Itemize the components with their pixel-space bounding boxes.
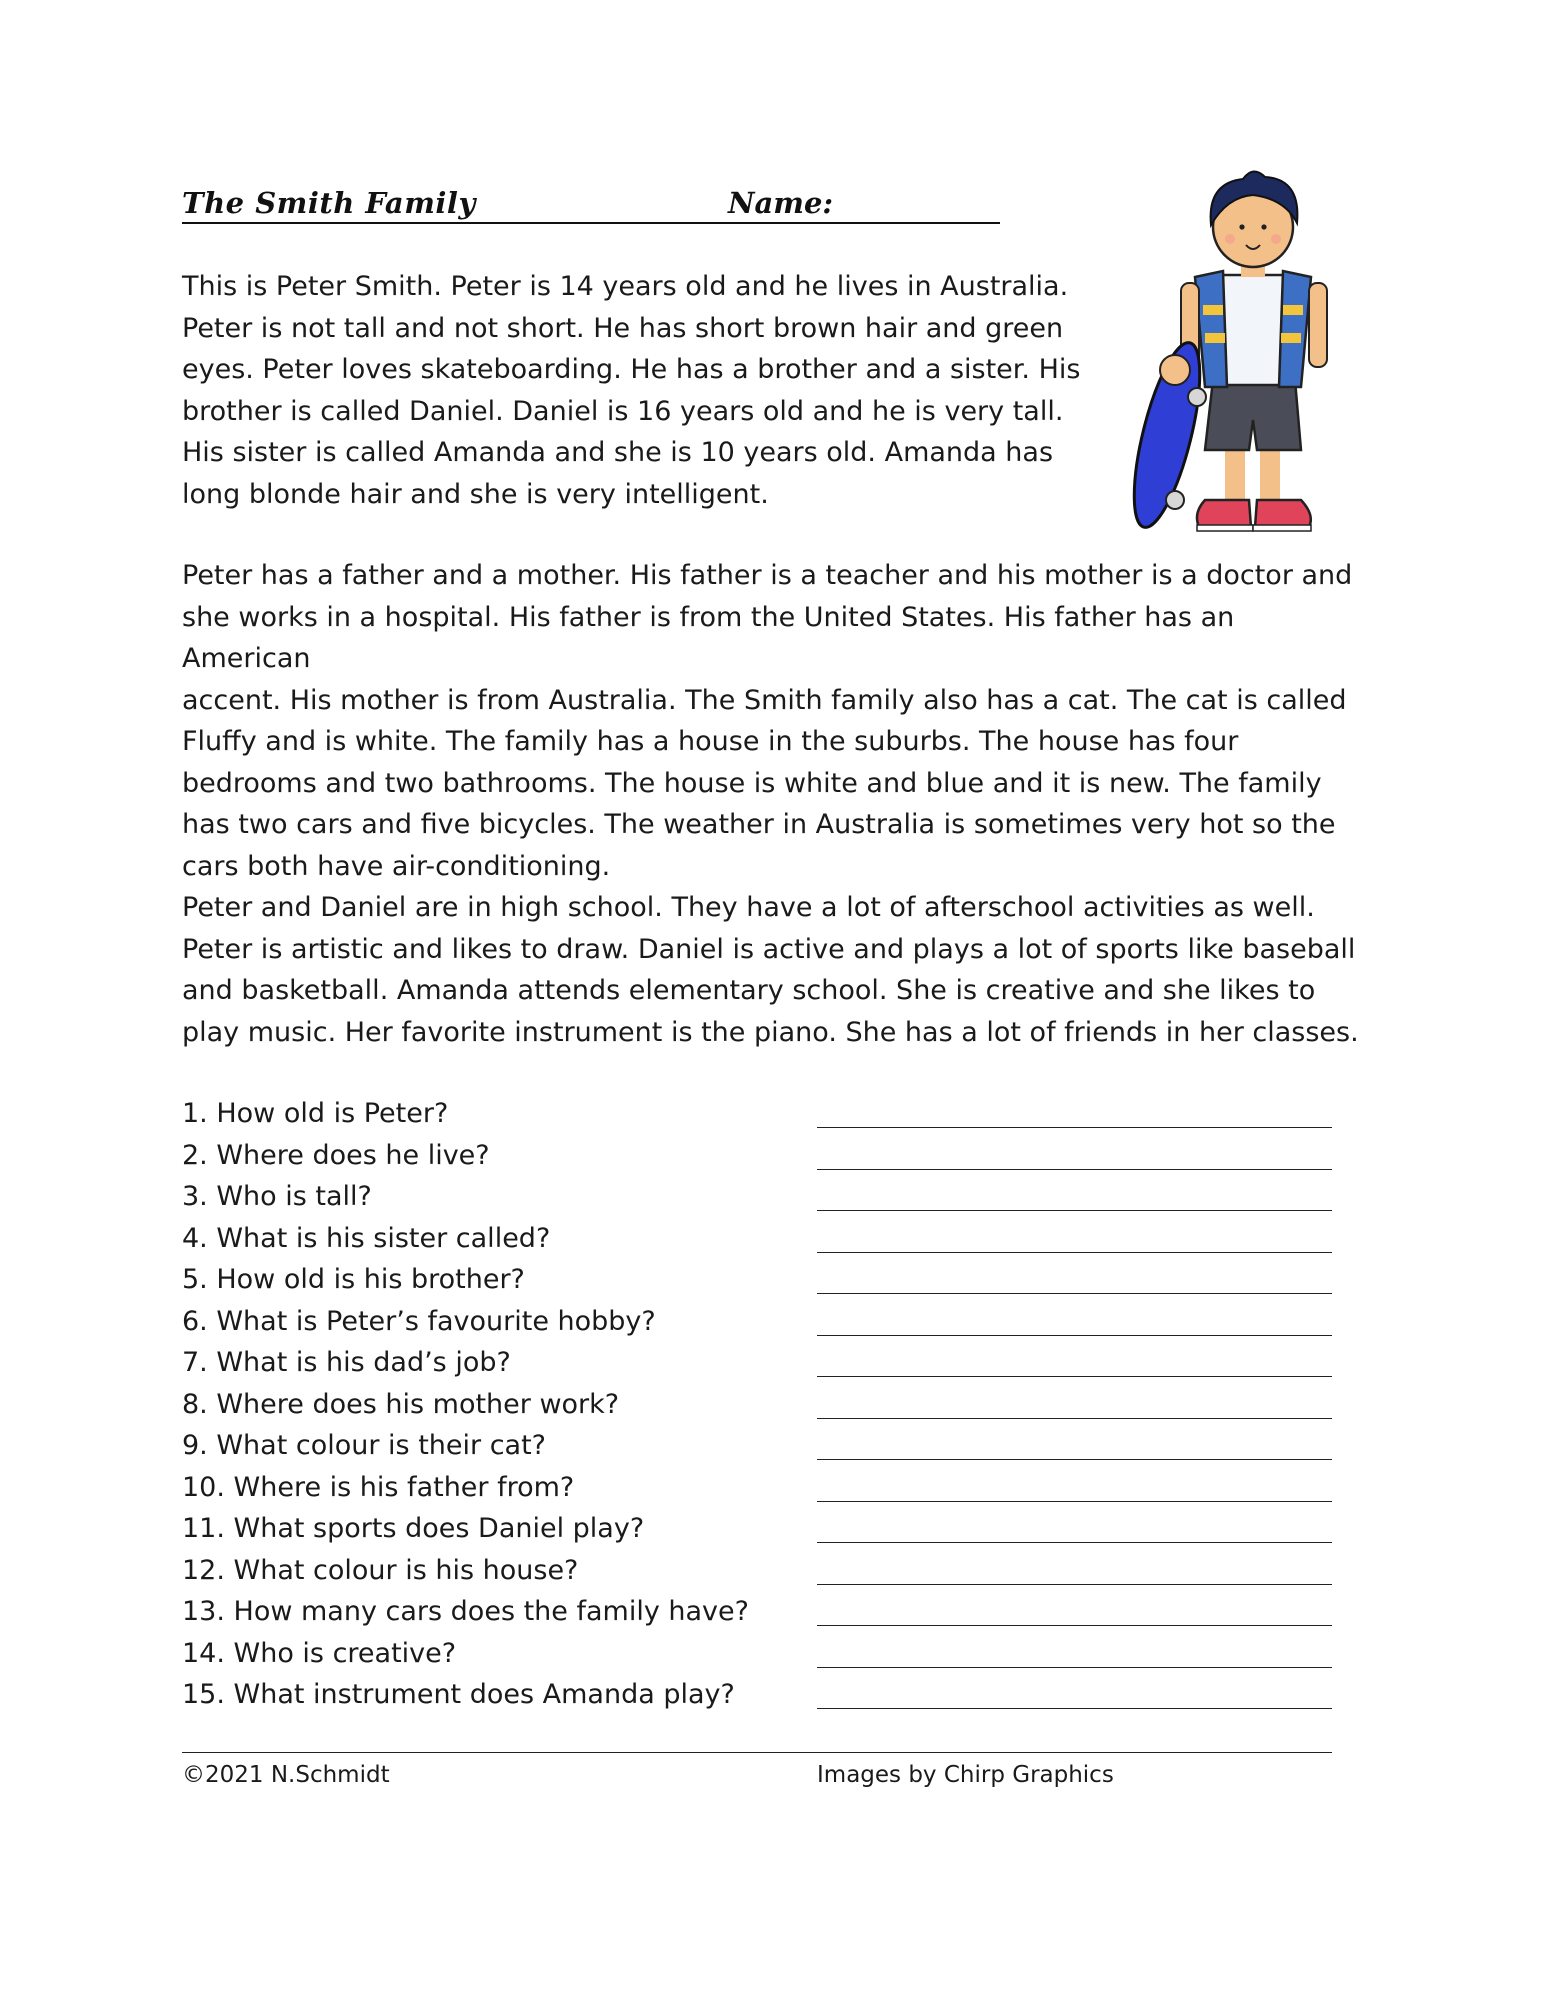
paragraph-school: Peter and Daniel are in high school. They have a lot of afterschool activities as well. Peter is artistic and likes to draw. Daniel is active and plays a lot of sports like baseball and basketball. Amanda attends elementary school. She is creative and she likes to play music. Her favorite instrument is the piano. She has a lot of friends in her classes. [182,892,1359,1048]
answer-line[interactable] [817,1667,1332,1668]
question-row [182,1135,1332,1177]
answer-line[interactable] [817,1708,1332,1709]
question-text: 3. Who is tall? [182,1181,372,1212]
question-list [182,1093,1332,1716]
question-row [182,1633,1332,1675]
answer-line[interactable] [817,1501,1332,1502]
question-row [182,1591,1332,1633]
question-text: 2. Where does he live? [182,1139,490,1171]
header [182,182,1000,224]
question-text: 5. How old is his brother? [182,1264,525,1295]
answer-line[interactable] [817,1169,1332,1170]
paragraph-family: Peter has a father and a mother. His father is a teacher and his mother is a doctor and she works in a hospital. His father is from the United States. His father has an American accent. His mother is from Australia. The Smith family also has a cat. The cat is called Fluffy and is white. The family has a house in the suburbs. The house has four bedrooms and two bathrooms. The house is white and blue and it is new. The family has two cars and five bicycles. The weather in Australia is sometimes very hot so the cars both have air-conditioning. [182,560,1353,882]
question-row [182,1301,1332,1343]
question-row [182,1550,1332,1592]
answer-line[interactable] [817,1210,1332,1211]
question-text: 6. What is Peter’s favourite hobby? [182,1305,656,1337]
answer-line[interactable] [817,1459,1332,1460]
answer-line[interactable] [817,1542,1332,1543]
question-text: 13. How many cars does the family have? [182,1596,749,1627]
answer-line[interactable] [817,1252,1332,1253]
question-row [182,1259,1332,1301]
question-row [182,1674,1332,1716]
question-text: 1. How old is Peter? [182,1098,449,1129]
answer-line[interactable] [817,1625,1332,1626]
question-text: 12. What colour is his house? [182,1554,579,1586]
footer-divider [182,1752,1332,1753]
question-text: 7. What is his dad’s job? [182,1347,511,1378]
name-label: Name: [728,186,834,220]
paragraph-intro: This is Peter Smith. Peter is 14 years old and he lives in Australia. Peter is not tall and not short. He has short brown hair and green eyes. Peter loves skateboarding. He has a brother and a sister. His brother is called Daniel. Daniel is 16 years old and he is very tall. His sister is called Amanda and she is 10 years old. Amanda has long blonde hair and she is very intelligent. [182,271,1081,510]
answer-line[interactable] [817,1335,1332,1336]
question-text: 8. Where does his mother work? [182,1388,620,1420]
question-text: 14. Who is creative? [182,1637,457,1669]
boy-with-skateboard-icon [1125,165,1345,540]
question-row [182,1218,1332,1260]
question-row [182,1176,1332,1218]
answer-line[interactable] [817,1127,1332,1128]
question-row [182,1342,1332,1384]
question-text: 9. What colour is their cat? [182,1430,546,1461]
answer-line[interactable] [817,1418,1332,1419]
question-text: 10. Where is his father from? [182,1471,575,1503]
question-row [182,1508,1332,1550]
page-title: The Smith Family [182,186,476,220]
question-row [182,1467,1332,1509]
question-text: 15. What instrument does Amanda play? [182,1679,735,1710]
question-row [182,1384,1332,1426]
question-text: 11. What sports does Daniel play? [182,1513,645,1544]
copyright-text: ©2021 N.Schmidt [182,1762,390,1788]
answer-line[interactable] [817,1376,1332,1377]
question-text: 4. What is his sister called? [182,1222,551,1254]
answer-line[interactable] [817,1293,1332,1294]
image-credits: Images by Chirp Graphics [817,1762,1114,1788]
question-row [182,1425,1332,1467]
answer-line[interactable] [817,1584,1332,1585]
question-row [182,1093,1332,1135]
